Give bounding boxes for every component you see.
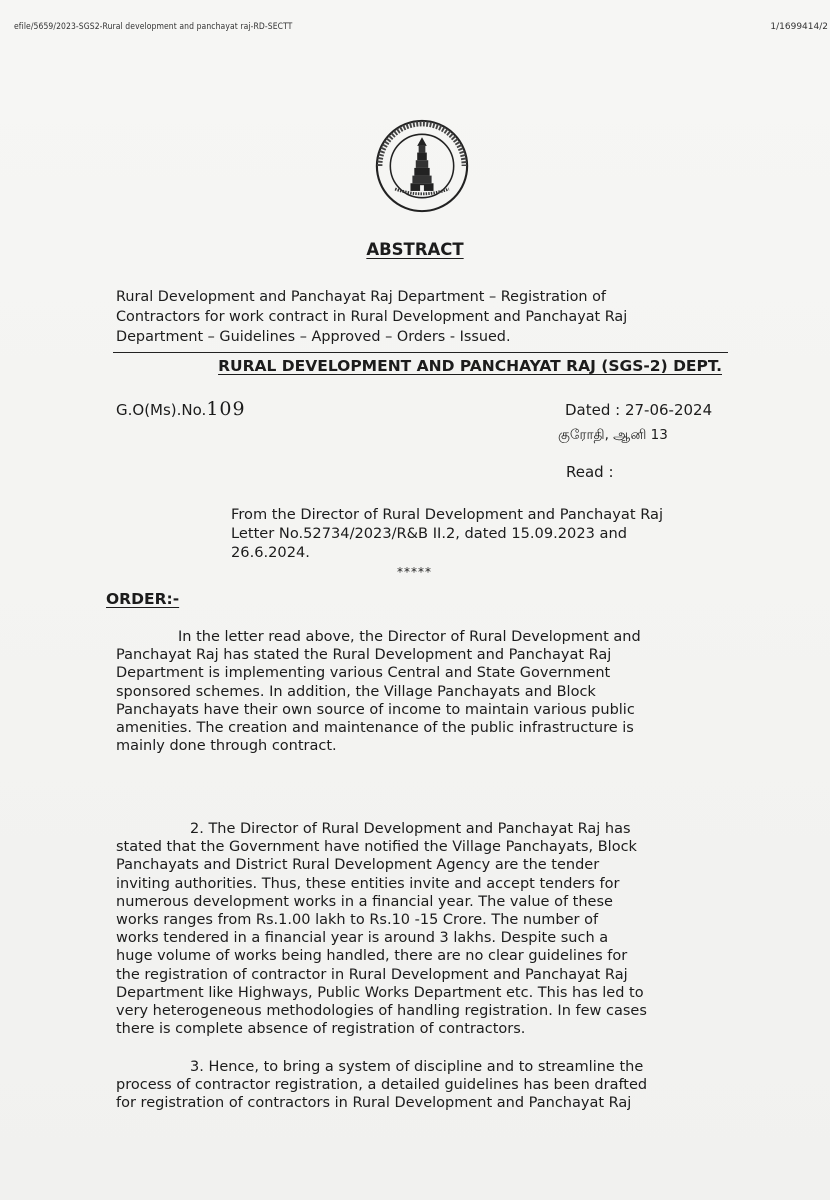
paragraph-line: inviting authorities. Thus, these entities invite and accept tenders for (116, 875, 620, 892)
reference-line: Letter No.52734/2023/R&B II.2, dated 15.09.2023 and (231, 525, 627, 542)
paragraph-line: 2. The Director of Rural Development and Panchayat Raj has (190, 821, 631, 837)
subject-line: Contractors for work contract in Rural Development and Panchayat Raj (116, 309, 628, 325)
paragraph-1 (116, 628, 742, 755)
order-heading: ORDER:- (106, 590, 180, 608)
paragraph-line: mainly done through contract. (116, 738, 337, 755)
subject-block (116, 287, 720, 347)
paragraph-line: works ranges from Rs.1.00 lakh to Rs.10 -15 Crore. The number of (116, 912, 599, 929)
reference-block (231, 505, 731, 562)
paragraph-line: Panchayats and District Rural Development Agency are the tender (116, 857, 600, 874)
paragraph-3 (116, 1058, 742, 1113)
page-reference: 1/1699414/2 (770, 22, 828, 32)
abstract-heading: ABSTRACT (366, 240, 464, 259)
go-number-value: 109 (206, 398, 246, 420)
separator: ***** (397, 565, 432, 579)
go-date: Dated : 27-06-2024 (565, 401, 713, 419)
paragraph-line: Panchayats have their own source of income to maintain various public (116, 701, 635, 718)
department-heading: RURAL DEVELOPMENT AND PANCHAYAT RAJ (SGS-2) DEPT. (218, 357, 722, 375)
reference-line: From the Director of Rural Development and Panchayat Raj (231, 506, 664, 523)
paragraph-line: sponsored schemes. In addition, the Village Panchayats and Block (116, 683, 596, 700)
paragraph-line: very heterogeneous methodologies of handling registration. In few cases (116, 1003, 647, 1020)
paragraph-line: works tendered in a financial year is around 3 lakhs. Despite such a (116, 930, 609, 947)
tamil-nadu-emblem-icon (374, 118, 470, 214)
paragraph-line: for registration of contractors in Rural Development and Panchayat Raj (116, 1095, 632, 1112)
subject-line: Department – Guidelines – Approved – Orders - Issued. (116, 329, 511, 345)
tamil-date: குரோதி, ஆனி 13 (558, 427, 668, 443)
file-reference: efile/5659/2023-SGS2-Rural development and panchayat raj-RD-SECTT (14, 22, 293, 32)
paragraph-line: numerous development works in a financial year. The value of these (116, 893, 613, 910)
paragraph-line: there is complete absence of registration of contractors. (116, 1021, 526, 1038)
paragraph-line: process of contractor registration, a detailed guidelines has been drafted (116, 1077, 648, 1094)
paragraph-2 (116, 820, 742, 1038)
paragraph-line: Department like Highways, Public Works Department etc. This has led to (116, 984, 644, 1001)
paragraph-line: the registration of contractor in Rural Development and Panchayat Raj (116, 966, 628, 983)
go-number (116, 398, 246, 420)
paragraph-line: amenities. The creation and maintenance of the public infrastructure is (116, 720, 634, 737)
reference-line: 26.6.2024. (231, 544, 310, 561)
paragraph-line: Panchayat Raj has stated the Rural Development and Panchayat Raj (116, 647, 612, 664)
paragraph-line: In the letter read above, the Director of Rural Development and (178, 629, 641, 645)
paragraph-line: huge volume of works being handled, there are no clear guidelines for (116, 948, 628, 965)
divider-line (113, 352, 728, 353)
paragraph-line: Department is implementing various Central and State Government (116, 665, 611, 682)
go-label: G.O(Ms).No. (116, 401, 207, 419)
subject-line: Rural Development and Panchayat Raj Department – Registration of (116, 289, 606, 305)
paragraph-line: 3. Hence, to bring a system of discipline and to streamline the (190, 1059, 644, 1075)
paragraph-line: stated that the Government have notified the Village Panchayats, Block (116, 839, 637, 856)
read-label: Read : (566, 463, 614, 481)
